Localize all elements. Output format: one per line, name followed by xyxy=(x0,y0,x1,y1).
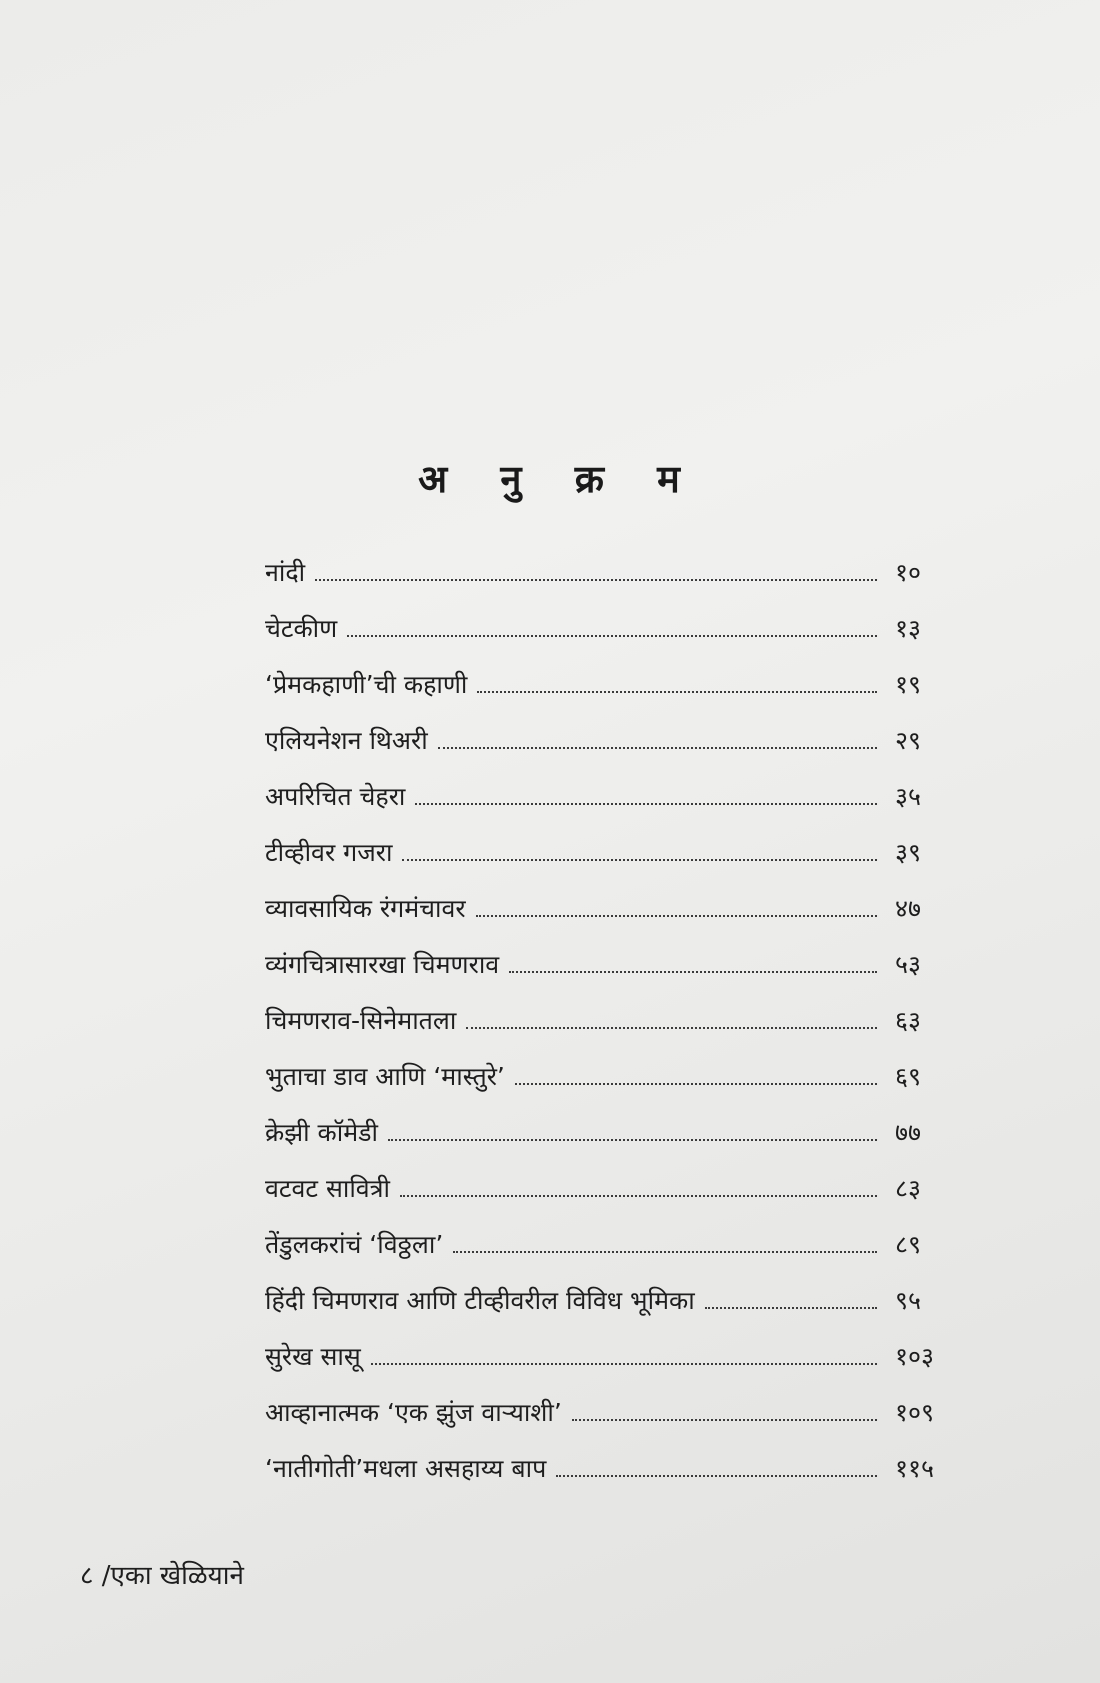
dot-leader xyxy=(509,970,877,973)
dot-leader xyxy=(400,1194,877,1197)
toc-entry xyxy=(265,611,955,667)
toc-entry-title: चेटकीण xyxy=(265,614,338,643)
dot-leader xyxy=(466,1026,877,1029)
table-of-contents xyxy=(265,555,955,1507)
dot-leader xyxy=(476,914,877,917)
toc-entry-page-number: १०९ xyxy=(895,1398,935,1427)
toc-entry xyxy=(265,1059,955,1115)
toc-entry-page-number: ६३ xyxy=(895,1006,922,1035)
toc-entry-title: क्रेझी कॉमेडी xyxy=(265,1118,378,1147)
dot-leader xyxy=(572,1418,877,1421)
toc-entry-title: नांदी xyxy=(265,558,306,587)
toc-entry xyxy=(265,779,955,835)
toc-entry-page-number: ९५ xyxy=(895,1286,922,1315)
toc-entry-page-number: ३९ xyxy=(895,838,922,867)
toc-entry-page-number: १९ xyxy=(895,670,922,699)
toc-entry xyxy=(265,1171,955,1227)
toc-entry-page-number: १० xyxy=(895,558,922,587)
toc-entry xyxy=(265,835,955,891)
toc-entry-page-number: ४७ xyxy=(895,894,922,923)
toc-entry-title: चिमणराव-सिनेमातला xyxy=(265,1006,457,1035)
toc-entry-page-number: २९ xyxy=(895,726,922,755)
toc-entry-page-number: १०३ xyxy=(895,1342,935,1371)
dot-leader xyxy=(388,1138,877,1141)
page-footer: ८ /एका खेळियाने xyxy=(80,1561,244,1591)
toc-entry-title: टीव्हीवर गजरा xyxy=(265,838,393,867)
dot-leader xyxy=(515,1082,877,1085)
dot-leader xyxy=(347,634,877,637)
toc-entry xyxy=(265,1339,955,1395)
dot-leader xyxy=(477,690,877,693)
toc-entry-title: ‘प्रेमकहाणी’ची कहाणी xyxy=(265,670,468,699)
toc-entry-title: तेंडुलकरांचं ‘विठ्ठला’ xyxy=(265,1230,444,1259)
toc-entry-title: व्यंगचित्रासारखा चिमणराव xyxy=(265,950,500,979)
dot-leader xyxy=(438,746,877,749)
dot-leader xyxy=(453,1250,877,1253)
dot-leader xyxy=(402,858,877,861)
toc-entry-title: हिंदी चिमणराव आणि टीव्हीवरील विविध भूमिका xyxy=(265,1286,695,1315)
toc-entry xyxy=(265,555,955,611)
toc-entry-page-number: ७७ xyxy=(895,1118,922,1147)
toc-entry xyxy=(265,1451,955,1507)
dot-leader xyxy=(705,1306,877,1309)
toc-entry-title: ‘नातीगोती’मधला असहाय्य बाप xyxy=(265,1454,547,1483)
toc-entry xyxy=(265,1395,955,1451)
toc-entry-title: भुताचा डाव आणि ‘मास्तुरे’ xyxy=(265,1062,505,1091)
toc-entry xyxy=(265,1227,955,1283)
toc-entry-title: व्यावसायिक रंगमंचावर xyxy=(265,894,466,923)
toc-entry xyxy=(265,1283,955,1339)
toc-entry xyxy=(265,723,955,779)
toc-entry-page-number: ५३ xyxy=(895,950,922,979)
toc-entry-page-number: ३५ xyxy=(895,782,922,811)
toc-entry-title: वटवट सावित्री xyxy=(265,1174,390,1203)
toc-entry xyxy=(265,891,955,947)
toc-entry xyxy=(265,1115,955,1171)
toc-entry-page-number: ६९ xyxy=(895,1062,922,1091)
toc-entry xyxy=(265,667,955,723)
toc-entry xyxy=(265,947,955,1003)
dot-leader xyxy=(315,578,877,581)
toc-entry-page-number: ८३ xyxy=(895,1174,922,1203)
toc-entry-title: आव्हानात्मक ‘एक झुंज वाऱ्याशी’ xyxy=(265,1398,562,1427)
toc-entry xyxy=(265,1003,955,1059)
dot-leader xyxy=(415,802,877,805)
dot-leader xyxy=(371,1362,877,1365)
toc-entry-title: अपरिचित चेहरा xyxy=(265,782,406,811)
toc-entry-page-number: ८९ xyxy=(895,1230,922,1259)
toc-entry-title: सुरेख सासू xyxy=(265,1342,361,1371)
dot-leader xyxy=(556,1474,877,1477)
toc-entry-page-number: ११५ xyxy=(895,1454,935,1483)
toc-entry-page-number: १३ xyxy=(895,614,922,643)
page-title: अ नु क्र म xyxy=(418,457,682,501)
toc-entry-title: एलियनेशन थिअरी xyxy=(265,726,428,755)
